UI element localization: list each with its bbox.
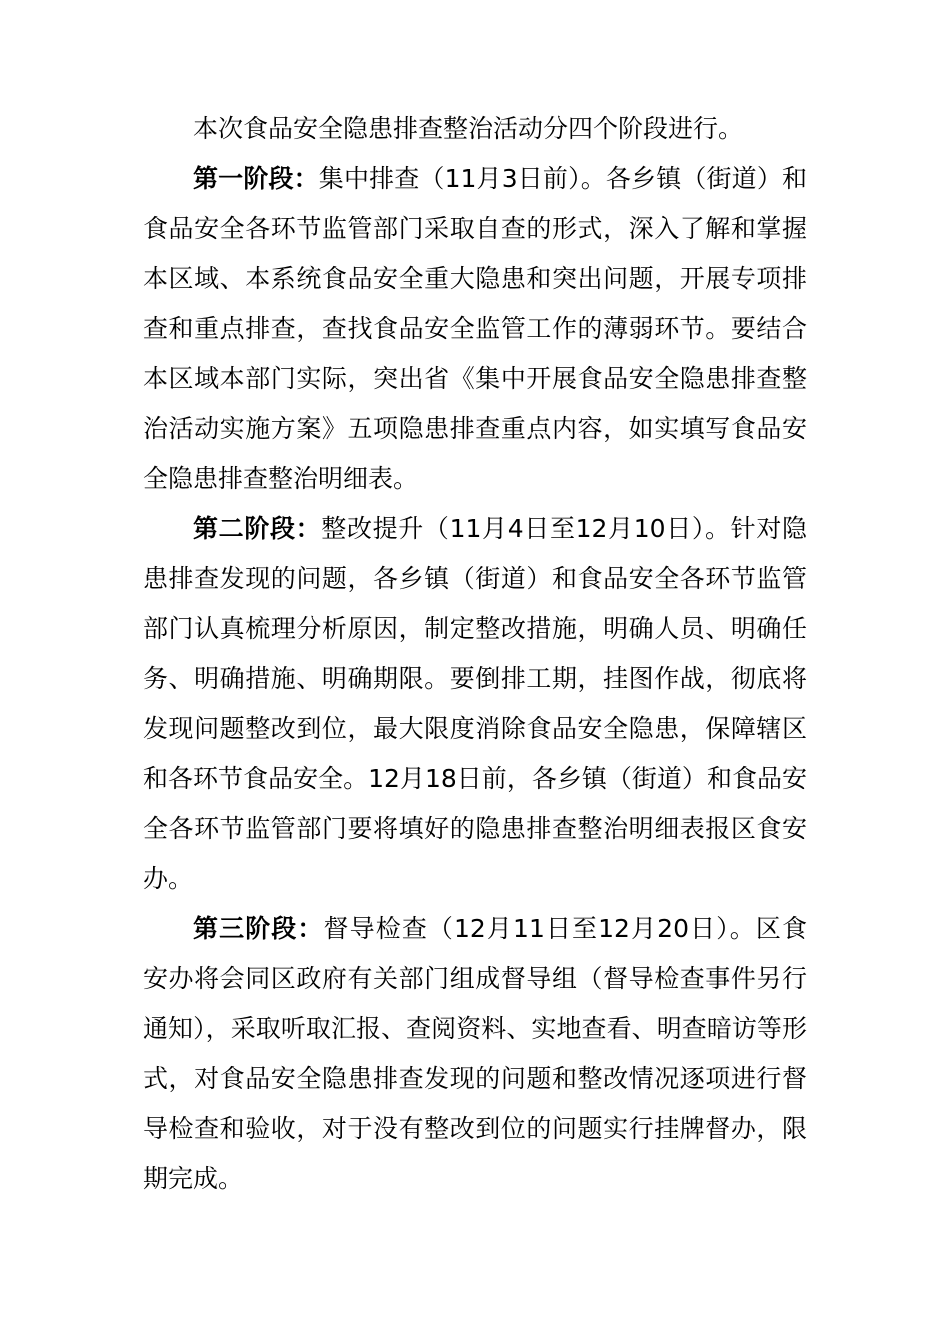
intro-paragraph: 本次食品安全隐患排查整治活动分四个阶段进行。 — [193, 114, 744, 143]
stage-one-body: 集中排查（11月3日前）。各乡镇（街道）和食品安全各环节监管部门采取自查的形式，深入了解和掌握本区域、本系统食品安全重大隐患和突出问题，开展专项排查和重点排查，查找食品安全监管工作的薄弱环节。要结合本区域本部门实际，突出省《集中开展食品安全隐患排查整治活动实施方案》五项隐患排查重点内容，如实填写食品安全隐患排查整治明细表。 — [143, 164, 807, 493]
stage-three-heading: 第三阶段： — [193, 914, 324, 943]
stage-one-heading: 第一阶段： — [193, 164, 319, 193]
stage-two-body: 整改提升（11月4日至12月10日）。针对隐患排查发现的问题，各乡镇（街道）和食品安全各环节监管部门认真梳理分析原因，制定整改措施，明确人员、明确任务、明确措施、明确期限。要倒排工期，挂图作战，彻底将发现问题整改到位，最大限度消除食品安全隐患，保障辖区和各环节食品安全。12月18日前，各乡镇（街道）和食品安全各环节监管部门要将填好的隐患排查整治明细表报区食安办。 — [143, 514, 807, 893]
stage-three-paragraph — [143, 904, 807, 1204]
stage-two-paragraph — [143, 504, 807, 904]
stage-one-paragraph — [143, 154, 807, 504]
stage-three-body: 督导检查（12月11日至12月20日）。区食安办将会同区政府有关部门组成督导组（督导检查事件另行通知），采取听取汇报、查阅资料、实地查看、明查暗访等形式，对食品安全隐患排查发现的问题和整改情况逐项进行督导检查和验收，对于没有整改到位的问题实行挂牌督办，限期完成。 — [143, 914, 807, 1193]
stage-two-heading: 第二阶段： — [193, 514, 322, 543]
